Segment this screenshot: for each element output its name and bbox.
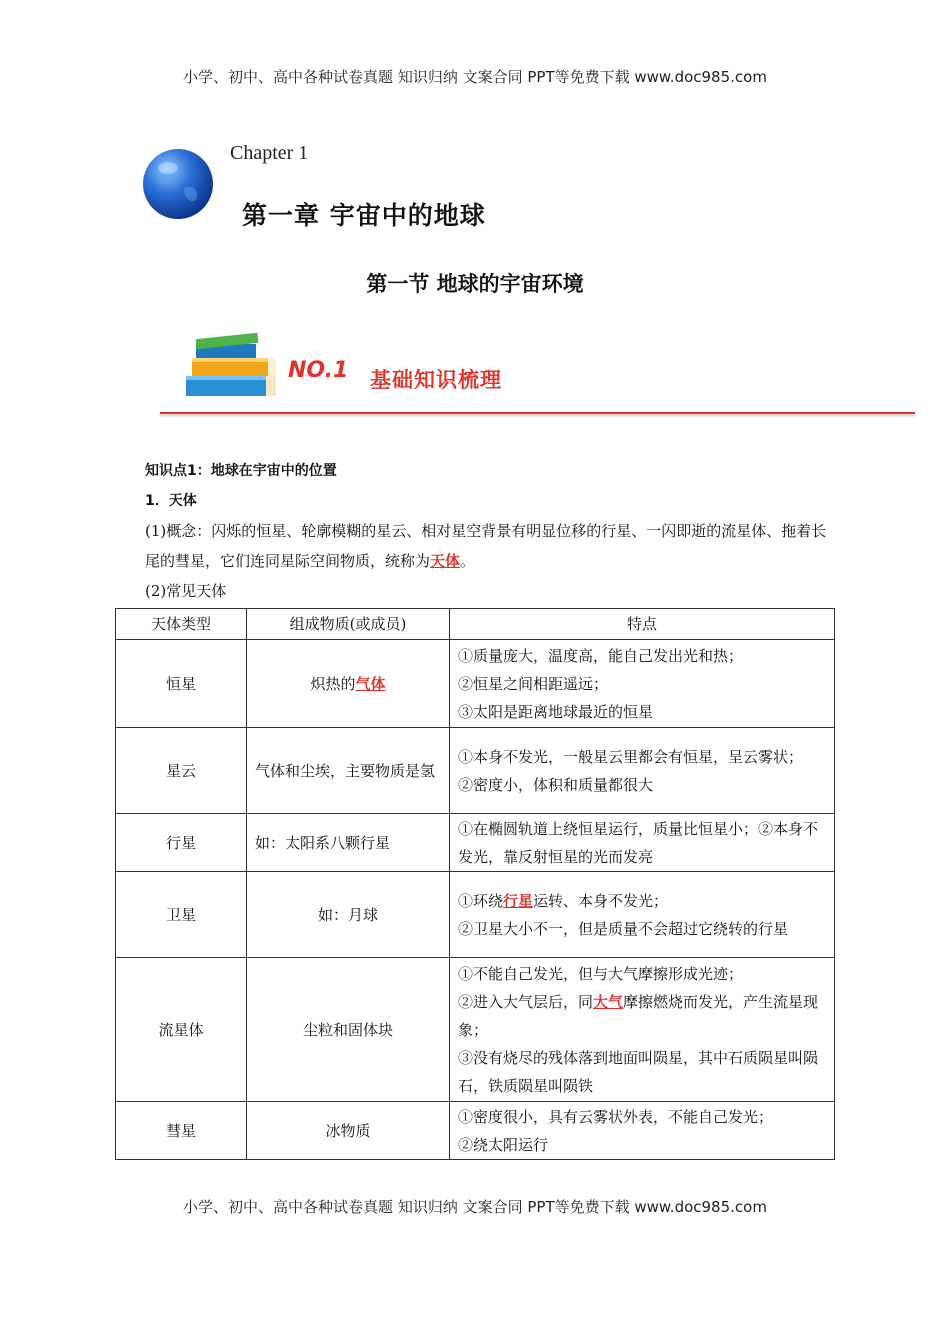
table-row — [116, 640, 835, 728]
section-title: 第一节 地球的宇宙环境 — [366, 272, 584, 296]
type-cell: 彗星 — [116, 1102, 247, 1160]
highlight-term: 天体 — [430, 552, 461, 570]
chapter-number: Chapter 1 — [230, 142, 309, 164]
features-cell: ①质量庞大，温度高，能自己发出光和热； ②恒星之间相距遥远； ③太阳是距离地球最近的恒星 — [450, 640, 835, 728]
highlight-term: 气体 — [355, 674, 386, 693]
celestial-bodies-table — [115, 608, 835, 1160]
features-cell: ①密度很小，具有云雾状外表，不能自己发光； ②绕太阳运行 — [450, 1102, 835, 1160]
features-cell: ①环绕行星运转、本身不发光； ②卫星大小不一，但是质量不会超过它绕转的行星 — [450, 872, 835, 958]
table-row — [116, 872, 835, 958]
type-cell: 流星体 — [116, 958, 247, 1102]
composition-cell: 如：月球 — [247, 872, 450, 958]
composition-cell: 气体和尘埃，主要物质是氢 — [247, 728, 450, 814]
table-row — [116, 814, 835, 872]
type-cell: 星云 — [116, 728, 247, 814]
table-header: 天体类型 — [116, 609, 247, 640]
table-header-row — [116, 609, 835, 640]
type-cell: 卫星 — [116, 872, 247, 958]
table-header: 特点 — [450, 609, 835, 640]
table-row — [116, 1102, 835, 1160]
type-cell: 恒星 — [116, 640, 247, 728]
table-row — [116, 728, 835, 814]
globe-icon — [142, 148, 214, 220]
divider — [160, 412, 915, 414]
concept-paragraph: (1)概念：闪烁的恒星、轮廓模糊的星云、相对星空背景有明显位移的行星、一闪即逝的流星体、拖着长尾的彗星，它们连同星际空间物质，统称为天体。 — [145, 522, 827, 570]
composition-cell: 炽热的气体 — [247, 640, 450, 728]
knowledge-point-title: 知识点1：地球在宇宙中的位置 — [145, 463, 337, 479]
features-cell: ①本身不发光，一般星云里都会有恒星，呈云雾状； ②密度小，体积和质量都很大 — [450, 728, 835, 814]
books-icon — [182, 330, 280, 400]
features-cell: ①在椭圆轨道上绕恒星运行，质量比恒星小；②本身不发光，靠反射恒星的光而发亮 — [450, 814, 835, 872]
banner-title: 基础知识梳理 — [370, 367, 502, 392]
common-bodies-label: (2)常见天体 — [145, 582, 227, 600]
highlight-term: 大气 — [593, 992, 624, 1011]
table-row — [116, 958, 835, 1102]
table-header: 组成物质(或成员) — [247, 609, 450, 640]
type-cell: 行星 — [116, 814, 247, 872]
composition-cell: 尘粒和固体块 — [247, 958, 450, 1102]
chapter-title: 第一章 宇宙中的地球 — [242, 201, 486, 230]
page-footer: 小学、初中、高中各种试卷真题 知识归纳 文案合同 PPT等免费下载 www.doc985.com — [183, 1198, 767, 1216]
page-header: 小学、初中、高中各种试卷真题 知识归纳 文案合同 PPT等免费下载 www.doc985.com — [183, 68, 767, 86]
banner-number: NO.1 — [288, 358, 349, 383]
composition-cell: 冰物质 — [247, 1102, 450, 1160]
features-cell: ①不能自己发光，但与大气摩擦形成光迹； ②进入大气层后，同大气摩擦燃烧而发光，产生流星现象； ③没有烧尽的残体落到地面叫陨星，其中石质陨星叫陨石，铁质陨星叫陨铁 — [450, 958, 835, 1102]
highlight-term: 行星 — [503, 891, 534, 910]
subheading: 1．天体 — [145, 493, 197, 509]
composition-cell: 如：太阳系八颗行星 — [247, 814, 450, 872]
